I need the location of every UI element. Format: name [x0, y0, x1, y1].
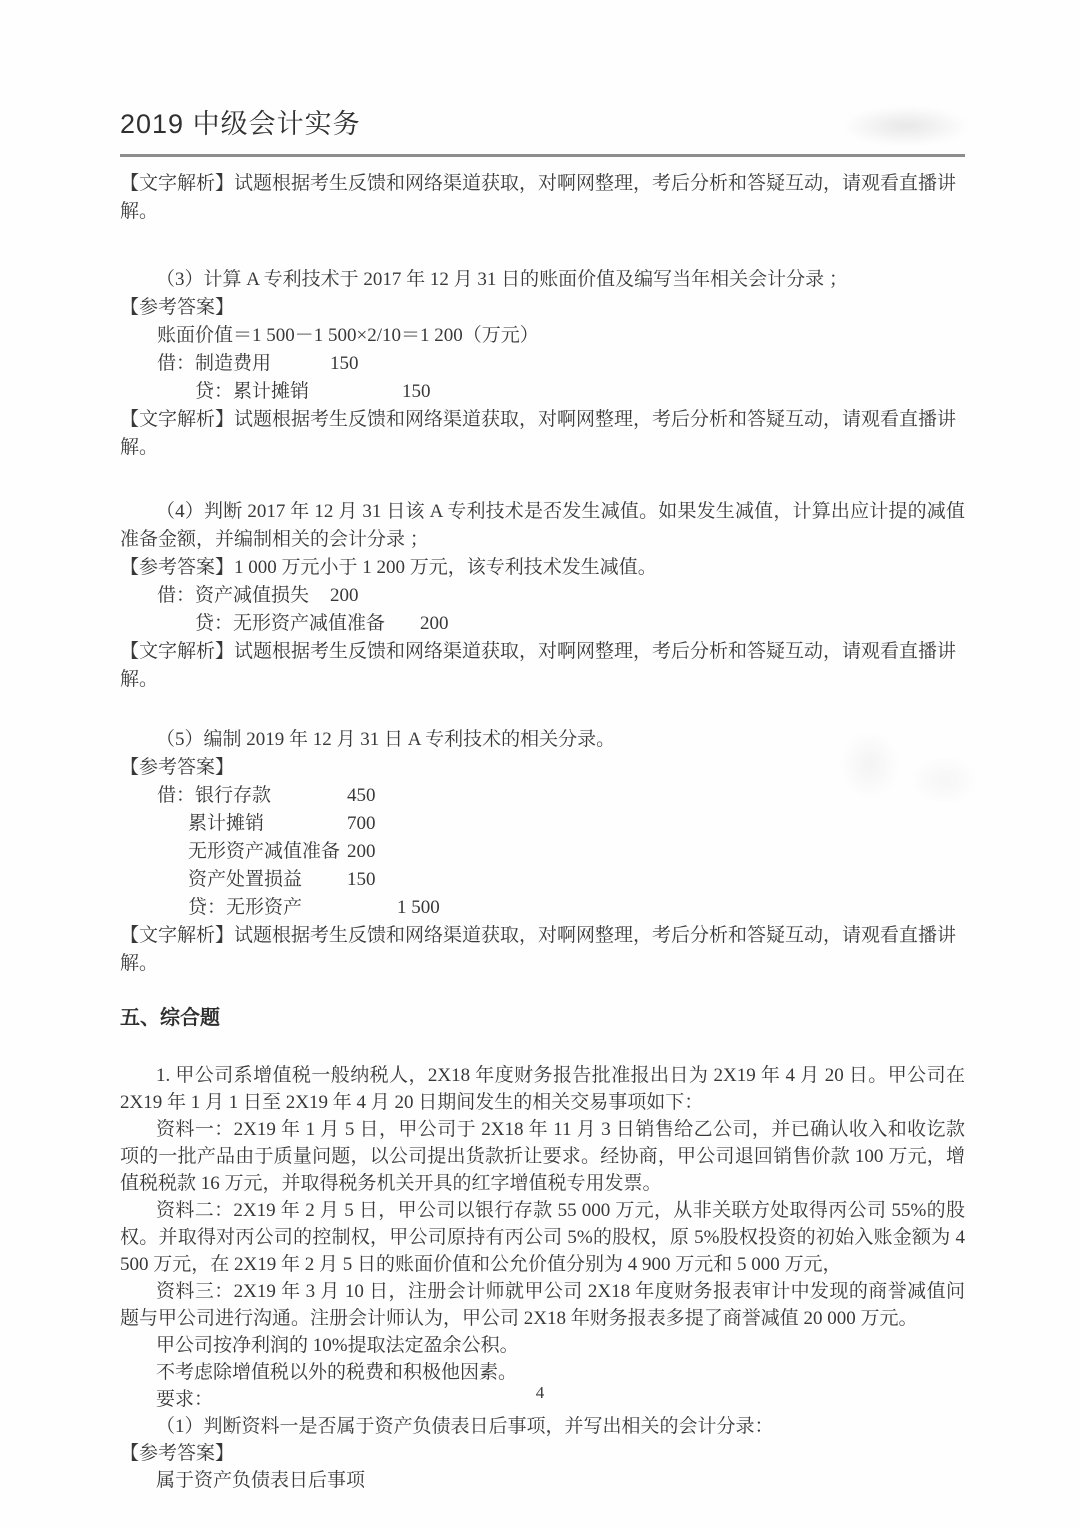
material-1: 资料一：2X19 年 1 月 5 日，甲公司于 2X18 年 11 月 3 日销售给乙公司，并已确认收入和收讫款项的一批产品由于质量问题，以公司提出货款折让要求。经协商，甲公司退回销售价款 100 万元，增值税税款 16 万元，并取得税务机关开具的红字增值税专用发票。 — [120, 1119, 965, 1194]
analysis-note: 【文字解析】试题根据考生反馈和网络渠道获取，对啊网整理，考后分析和答疑互动，请观看直播讲解。 — [120, 409, 957, 458]
entry-label: 借：银行存款 — [157, 785, 272, 806]
page-content — [120, 102, 965, 1494]
material-2: 资料二：2X19 年 2 月 5 日，甲公司以银行存款 55 000 万元，从非关联方处取得丙公司 55%的股权。并取得对丙公司的控制权，甲公司原持有丙公司 5%的股权，原 5%股权投资的初始入账金额为 4 500 万元，在 2X19 年 2 月 5 日的账面价值和公允价值分别为 4 900 万元和 5 000 万元， — [120, 1200, 965, 1275]
entry-label: 贷：无形资产 — [188, 897, 303, 918]
reference-answer-label: 【参考答案】 — [120, 757, 235, 778]
entry-amount: 700 — [347, 813, 376, 834]
requirements-label: 要求： — [156, 1389, 214, 1410]
q4-answer-text: 1 000 万元小于 1 200 万元，该专利技术发生减值。 — [234, 557, 657, 578]
journal-entry-row — [120, 350, 965, 378]
q3-calculation: 账面价值＝1 500－1 500×2/10＝1 200（万元） — [157, 325, 539, 346]
reference-answer-label: 【参考答案】 — [120, 297, 235, 318]
note-taxes: 不考虑除增值税以外的税费和积极他因素。 — [156, 1362, 518, 1383]
journal-entry-row — [120, 582, 965, 610]
entry-amount: 200 — [420, 613, 449, 634]
question-5-prompt: （5）编制 2019 年 12 月 31 日 A 专利技术的相关分录。 — [156, 729, 616, 750]
entry-amount: 450 — [347, 785, 376, 806]
entry-amount: 150 — [330, 353, 359, 374]
title-divider — [120, 154, 965, 157]
question-3-prompt: （3）计算 A 专利技术于 2017 年 12 月 31 日的账面价值及编写当年相关会计分录 ； — [156, 269, 848, 290]
question-1-intro: 1. 甲公司系增值税一般纳税人，2X18 年度财务报告批准报出日为 2X19 年 4 月 20 日。甲公司在 2X19 年 1 月 1 日至 2X19 年 4 月 20 日期间发生的相关交易事项如下： — [120, 1065, 965, 1113]
question-4-prompt: （4）判断 2017 年 12 月 31 日该 A 专利技术是否发生减值。如果发生减值，计算出应计提的减值准备金额，并编制相关的会计分录 ； — [120, 501, 965, 550]
entry-label: 无形资产减值准备 — [188, 841, 341, 862]
journal-entry-row — [120, 378, 965, 406]
material-3: 资料三：2X19 年 3 月 10 日，注册会计师就甲公司 2X18 年度财务报表审计中发现的商誉减值问题与甲公司进行沟通。注册会计师认为，甲公司 2X18 年财务报表多提了商誉减值 20 000 万元。 — [120, 1281, 965, 1329]
entry-label: 贷：累计摊销 — [195, 381, 310, 402]
entry-amount: 150 — [347, 869, 376, 890]
page-title: 2019 中级会计实务 — [120, 109, 361, 139]
q4-answer-line — [120, 554, 965, 582]
note-surplus-reserve: 甲公司按净利润的 10%提取法定盈余公积。 — [156, 1335, 519, 1356]
reference-answer-label: 【参考答案】 — [120, 1443, 235, 1464]
entry-label: 资产处置损益 — [188, 869, 303, 890]
journal-entry-row — [120, 610, 965, 638]
requirement-1: （1）判断资料一是否属于资产负债表日后事项，并写出相关的会计分录： — [156, 1416, 774, 1437]
page-number: 4 — [535, 1383, 545, 1402]
entry-label: 借：制造费用 — [157, 353, 272, 374]
entry-amount: 200 — [330, 585, 359, 606]
section-comprehensive — [120, 1004, 965, 1494]
journal-entry-row — [120, 782, 965, 810]
journal-entry-row — [120, 866, 965, 894]
entry-label: 累计摊销 — [188, 813, 265, 834]
entry-label: 贷：无形资产减值准备 — [195, 613, 386, 634]
journal-entry-row — [120, 894, 965, 922]
journal-entry-row — [120, 810, 965, 838]
section-heading: 五、综合题 — [120, 1007, 220, 1029]
entry-amount: 1 500 — [397, 897, 440, 918]
entry-amount: 200 — [347, 841, 376, 862]
analysis-note: 【文字解析】试题根据考生反馈和网络渠道获取，对啊网整理，考后分析和答疑互动，请观看直播讲解。 — [120, 173, 957, 222]
requirement-1-answer: 属于资产负债表日后事项 — [156, 1470, 366, 1491]
analysis-note: 【文字解析】试题根据考生反馈和网络渠道获取，对啊网整理，考后分析和答疑互动，请观看直播讲解。 — [120, 641, 957, 690]
entry-amount: 150 — [402, 381, 431, 402]
reference-answer-label: 【参考答案】 — [120, 557, 235, 578]
analysis-note: 【文字解析】试题根据考生反馈和网络渠道获取，对啊网整理，考后分析和答疑互动，请观看直播讲解。 — [120, 925, 957, 974]
entry-label: 借：资产减值损失 — [157, 585, 310, 606]
journal-entry-row — [120, 838, 965, 866]
